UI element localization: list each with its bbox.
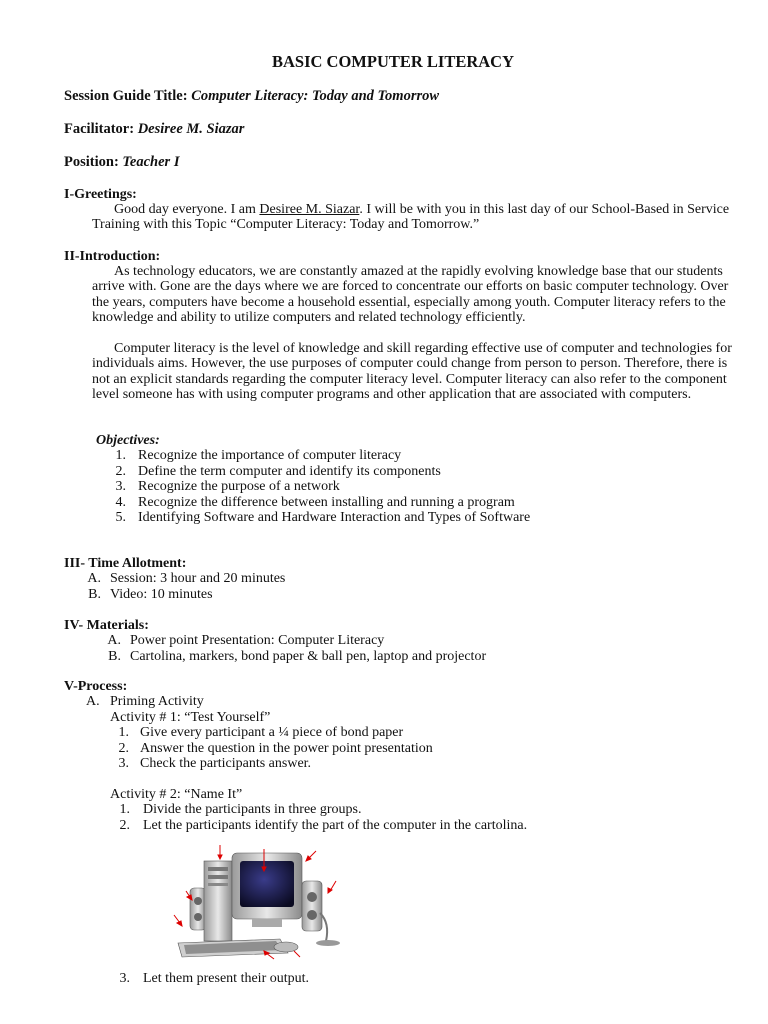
list-item-text: Check the participants answer.: [140, 756, 312, 771]
position-value: Teacher I: [122, 154, 180, 170]
list-item-text: Let them present their output.: [143, 971, 310, 986]
list-item-number: 3.: [119, 971, 130, 986]
introduction-paragraph-1: As technology educators, we are constantly amazed at the rapidly evolving knowledge base that our students arrive with. Gone are the days where we are forced to concentrate our efforts on basic computer technology. Over the years, computers have become a household essential, especially among youth. Computer literacy refers to the knowledge and ability to utilize computers and related technology efficiently.: [92, 264, 729, 326]
facilitator-label: Facilitator:: [64, 121, 135, 137]
introduction-heading: II-Introduction:: [64, 249, 161, 264]
list-item-text: Power point Presentation: Computer Literacy: [130, 633, 385, 648]
position-label: Position:: [64, 154, 119, 170]
list-item-number: 2.: [119, 817, 130, 833]
list-item-text: Recognize the purpose of a network: [138, 479, 340, 494]
session-label: Session Guide Title:: [64, 88, 188, 104]
list-item-number: A.: [107, 633, 121, 648]
list-item-number: 1.: [119, 802, 130, 817]
list-item-number: 1.: [118, 725, 129, 740]
list-item-number: 3.: [115, 479, 126, 494]
list-item-text: Define the term computer and identify its components: [138, 463, 441, 479]
priming-activity-label: Priming Activity: [110, 694, 204, 709]
position-line: [64, 155, 179, 170]
list-item-text: Answer the question in the power point presentation: [140, 740, 433, 756]
objectives-heading: Objectives:: [96, 433, 160, 448]
list-item-number: 2.: [118, 740, 129, 756]
materials-heading: IV- Materials:: [64, 618, 149, 633]
list-item-text: Let the participants identify the part of the computer in the cartolina.: [143, 817, 528, 833]
list-item-number: A.: [87, 571, 101, 586]
facilitator-value: Desiree M. Siazar: [137, 121, 245, 137]
process-heading: V-Process:: [64, 679, 128, 694]
list-item-text: Session: 3 hour and 20 minutes: [110, 571, 286, 586]
list-item-text: Identifying Software and Hardware Interaction and Types of Software: [138, 510, 531, 525]
greetings-paragraph: [92, 202, 732, 233]
greetings-heading: I-Greetings:: [64, 187, 137, 202]
list-item-number: B.: [88, 586, 101, 602]
session-value: Computer Literacy: Today and Tomorrow: [191, 88, 440, 104]
list-item-number: 5.: [115, 510, 126, 525]
introduction-paragraph-2: Computer literacy is the level of knowledge and skill regarding effective use of computer and technologies for individuals aims. However, the use purposes of computer could change from person to person. Therefore, there is not an explicit standards regarding the computer literacy level. Computer literacy can also refer to the component level someone has with using computer programs and other application that are associated with computers.: [92, 341, 732, 403]
facilitator-line: [64, 122, 244, 137]
list-item-text: Recognize the importance of computer literacy: [138, 448, 402, 463]
activity-2-title: Activity # 2: “Name It”: [110, 787, 243, 802]
time-allotment-heading: III- Time Allotment:: [64, 556, 187, 571]
list-item-number: B.: [108, 648, 121, 664]
facilitator-name-underlined: Desiree M. Siazar: [259, 202, 360, 217]
list-item-text: Video: 10 minutes: [110, 586, 213, 602]
list-item-number: 3.: [118, 756, 129, 771]
document-title: BASIC COMPUTER LITERACY: [271, 52, 515, 71]
list-item-text: Give every participant a ¼ piece of bond paper: [140, 725, 404, 740]
priming-activity-number: A.: [86, 694, 100, 709]
greetings-text-before: Good day everyone. I am: [114, 202, 260, 217]
list-item-number: 1.: [115, 448, 126, 463]
list-item-number: 4.: [115, 494, 126, 510]
greetings-text-after: . I will be with you in this last day of our School-Based in Service Training with this Topic “Computer Literacy: Today and Tomorrow.”: [92, 202, 730, 233]
list-item-text: Cartolina, markers, bond paper & ball pen, laptop and projector: [130, 648, 487, 664]
session-guide-line: [64, 89, 439, 104]
list-item-text: Divide the participants in three groups.: [143, 802, 362, 817]
list-item-number: 2.: [115, 463, 126, 479]
computer-illustration: [170, 843, 350, 963]
list-item-text: Recognize the difference between installing and running a program: [138, 494, 515, 510]
activity-1-title: Activity # 1: “Test Yourself”: [110, 710, 271, 725]
